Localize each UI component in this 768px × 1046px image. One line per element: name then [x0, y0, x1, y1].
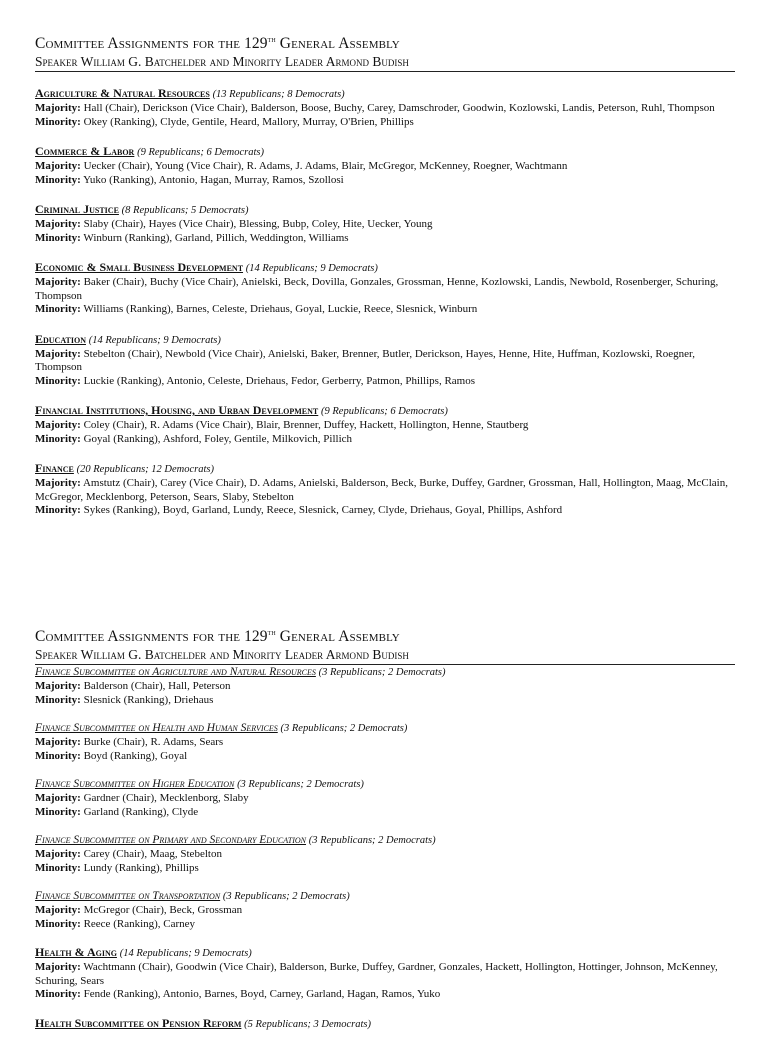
majority-label: Majority: [35, 477, 81, 489]
minority-label: Minority: [35, 861, 81, 874]
majority-list: Balderson (Chair), Hall, Peterson [83, 680, 231, 692]
minority-list: Goyal (Ranking), Ashford, Foley, Gentile, Milkovich, Pillich [83, 432, 353, 445]
minority-members [35, 232, 733, 246]
minority-label: Minority: [35, 749, 81, 762]
majority-label: Majority: [35, 347, 81, 360]
minority-list: Winburn (Ranking), Garland, Pillich, Weddington, Williams [83, 231, 349, 244]
majority-list: Coley (Chair), R. Adams (Vice Chair), Blair, Brenner, Duffey, Hackett, Hollington, Henne, Stautberg [83, 419, 529, 431]
committee-name[interactable]: Finance Subcommittee on Transportation [35, 890, 221, 902]
majority-list: Gardner (Chair), Mecklenborg, Slaby [83, 792, 249, 804]
committee-counts: (14 Republicans; 9 Democrats) [88, 334, 221, 346]
committee-counts: (3 Republicans; 2 Democrats) [318, 667, 446, 678]
majority-label: Majority: [35, 736, 81, 748]
majority-members [35, 961, 733, 988]
committee-health-aging [35, 945, 733, 1002]
committee-counts: (13 Republicans; 8 Democrats) [212, 89, 345, 100]
committee-counts: (3 Republicans; 2 Democrats) [237, 779, 364, 790]
committee-counts: (14 Republicans; 9 Democrats) [245, 263, 378, 274]
page-subtitle: Speaker William G. Batchelder and Minority Leader Armond Budish [35, 53, 735, 72]
committee-name[interactable]: Health Subcommittee on Pension Reform [35, 1015, 242, 1030]
majority-list: Stebelton (Chair), Newbold (Vice Chair), Anielski, Baker, Brenner, Butler, Derickson, Hayes, Henne, Hite, Huffman, Kozlowski, Roegner, Thompson [35, 347, 695, 373]
minority-members [35, 806, 733, 820]
committee-commerce-labor [35, 144, 733, 187]
minority-label: Minority: [35, 303, 81, 315]
majority-members [35, 792, 733, 806]
minority-members [35, 504, 733, 518]
minority-members [35, 918, 733, 932]
committee-name[interactable]: Economic & Small Business Development [35, 260, 244, 274]
minority-label: Minority: [35, 988, 81, 1000]
minority-label: Minority: [35, 504, 81, 516]
minority-members [35, 174, 733, 188]
committee-counts: (3 Republicans; 2 Democrats) [280, 723, 408, 734]
committee-name[interactable]: Agriculture & Natural Resources [35, 86, 210, 100]
minority-list: Yuko (Ranking), Antonio, Hagan, Murray, Ramos, Szollosi [83, 173, 344, 186]
minority-list: Slesnick (Ranking), Driehaus [83, 693, 214, 706]
committee-education [35, 332, 733, 389]
majority-label: Majority: [35, 419, 81, 431]
majority-label: Majority: [35, 792, 81, 804]
majority-members [35, 218, 733, 232]
committee-counts: (9 Republicans; 6 Democrats) [137, 147, 264, 158]
page-subtitle: Speaker William G. Batchelder and Minority Leader Armond Budish [35, 646, 735, 665]
committee-name[interactable]: Finance Subcommittee on Health and Human Services [35, 722, 278, 734]
committee-counts: (9 Republicans; 6 Democrats) [321, 406, 448, 417]
minority-list: Luckie (Ranking), Antonio, Celeste, Driehaus, Fedor, Gerberry, Patmon, Phillips, Ramos [83, 374, 476, 387]
majority-label: Majority: [35, 276, 81, 288]
committee-counts: (3 Republicans; 2 Democrats) [308, 835, 436, 846]
minority-label: Minority: [35, 805, 81, 818]
minority-list: Williams (Ranking), Barnes, Celeste, Driehaus, Goyal, Luckie, Reece, Slesnick, Winburn [83, 303, 478, 315]
committee-name[interactable]: Finance [35, 461, 74, 475]
majority-list: Slaby (Chair), Hayes (Vice Chair), Blessing, Bubp, Coley, Hite, Uecker, Young [83, 218, 433, 230]
committee-section-1 [35, 35, 733, 533]
majority-members [35, 160, 733, 174]
committee-name[interactable]: Criminal Justice [35, 202, 119, 216]
minority-list: Garland (Ranking), Clyde [83, 805, 199, 818]
minority-label: Minority: [35, 231, 81, 244]
committee-name[interactable]: Commerce & Labor [35, 144, 135, 158]
majority-list: Wachtmann (Chair), Goodwin (Vice Chair), Balderson, Burke, Duffey, Gardner, Gonzales, Hackett, Hollington, Hottinger, Johnson, McKenney, Schuring, Sears [35, 961, 718, 987]
minority-members [35, 862, 733, 876]
committee-financial-institutions [35, 403, 733, 446]
page-title: Committee Assignments for the 129th General Assembly [35, 626, 400, 645]
majority-members [35, 904, 733, 918]
minority-list: Okey (Ranking), Clyde, Gentile, Heard, Mallory, Murray, O'Brien, Phillips [83, 115, 414, 128]
majority-list: Uecker (Chair), Young (Vice Chair), R. Adams, J. Adams, Blair, McGregor, McKenney, Roegner, Wachtmann [83, 160, 568, 172]
majority-list: McGregor (Chair), Beck, Grossman [83, 904, 243, 916]
minority-list: Sykes (Ranking), Boyd, Garland, Lundy, Reece, Slesnick, Carney, Clyde, Driehaus, Goyal, Phillips, Ashford [83, 504, 563, 516]
minority-list: Boyd (Ranking), Goyal [83, 749, 188, 762]
minority-label: Minority: [35, 917, 81, 930]
minority-members [35, 694, 733, 708]
majority-members [35, 419, 733, 433]
subcommittee-agriculture [35, 665, 733, 707]
majority-label: Majority: [35, 102, 81, 114]
committee-counts: (3 Republicans; 2 Democrats) [222, 891, 350, 902]
committee-counts: (14 Republicans; 9 Democrats) [119, 948, 252, 959]
committee-criminal-justice [35, 202, 733, 245]
minority-list: Fende (Ranking), Antonio, Barnes, Boyd, Carney, Garland, Hagan, Ramos, Yuko [83, 988, 441, 1000]
minority-label: Minority: [35, 432, 81, 445]
minority-list: Reece (Ranking), Carney [83, 917, 196, 930]
minority-label: Minority: [35, 115, 81, 128]
majority-label: Majority: [35, 680, 81, 692]
majority-label: Majority: [35, 961, 81, 973]
majority-label: Majority: [35, 904, 81, 916]
majority-label: Majority: [35, 160, 81, 172]
minority-members [35, 303, 733, 317]
subcommittee-primary-secondary-education [35, 833, 733, 875]
committee-economic-small-business [35, 260, 733, 317]
minority-list: Lundy (Ranking), Phillips [83, 861, 199, 874]
majority-label: Majority: [35, 218, 81, 230]
committee-name[interactable]: Education [35, 331, 86, 346]
committee-section-2 [35, 628, 733, 1046]
minority-members [35, 375, 733, 389]
page-title: Committee Assignments for the 129th General Assembly [35, 33, 400, 52]
committee-counts: (20 Republicans; 12 Democrats) [76, 464, 214, 475]
committee-name[interactable]: Finance Subcommittee on Agriculture and Natural Resources [35, 666, 316, 678]
subcommittee-transportation [35, 889, 733, 931]
majority-members [35, 680, 733, 694]
minority-label: Minority: [35, 173, 81, 186]
minority-label: Minority: [35, 693, 81, 706]
minority-label: Minority: [35, 374, 81, 387]
majority-list: Burke (Chair), R. Adams, Sears [83, 736, 224, 748]
majority-list: Hall (Chair), Derickson (Vice Chair), Balderson, Boose, Buchy, Carey, Damschroder, Goodwin, Kozlowski, Landis, Peterson, Ruhl, Thompson [83, 102, 715, 114]
committee-counts: (8 Republicans; 5 Democrats) [121, 205, 249, 216]
committee-finance [35, 461, 733, 518]
majority-list: Carey (Chair), Maag, Stebelton [83, 848, 222, 860]
committee-agriculture-natural-resources [35, 86, 733, 129]
majority-list: Amstutz (Chair), Carey (Vice Chair), D. Adams, Anielski, Balderson, Beck, Burke, Duffey, Gardner, Grossman, Hall, Hollington, Maag, McClain, McGregor, Mecklenborg, Peterson, Sears, Slaby, Stebelton [35, 477, 728, 503]
subcommittee-health-human-services [35, 721, 733, 763]
minority-members [35, 116, 733, 130]
committee-name[interactable]: Financial Institutions, Housing, and Urban Development [35, 403, 319, 417]
majority-members [35, 348, 733, 375]
minority-members [35, 988, 733, 1002]
majority-members [35, 736, 733, 750]
majority-members [35, 276, 733, 303]
majority-label: Majority: [35, 848, 81, 860]
committee-name[interactable]: Health & Aging [35, 945, 117, 959]
majority-members [35, 477, 733, 504]
committee-counts: (5 Republicans; 3 Democrats) [244, 1018, 372, 1030]
majority-members [35, 102, 733, 116]
committee-name[interactable]: Finance Subcommittee on Higher Education [35, 778, 235, 790]
minority-members [35, 750, 733, 764]
committee-name[interactable]: Finance Subcommittee on Primary and Secondary Education [35, 834, 307, 846]
subcommittee-higher-education [35, 777, 733, 819]
minority-members [35, 433, 733, 447]
majority-list: Baker (Chair), Buchy (Vice Chair), Anielski, Beck, Dovilla, Gonzales, Grossman, Henne, Kozlowski, Landis, Newbold, Rosenberger, Schuring, Thompson [35, 276, 719, 302]
majority-members [35, 848, 733, 862]
